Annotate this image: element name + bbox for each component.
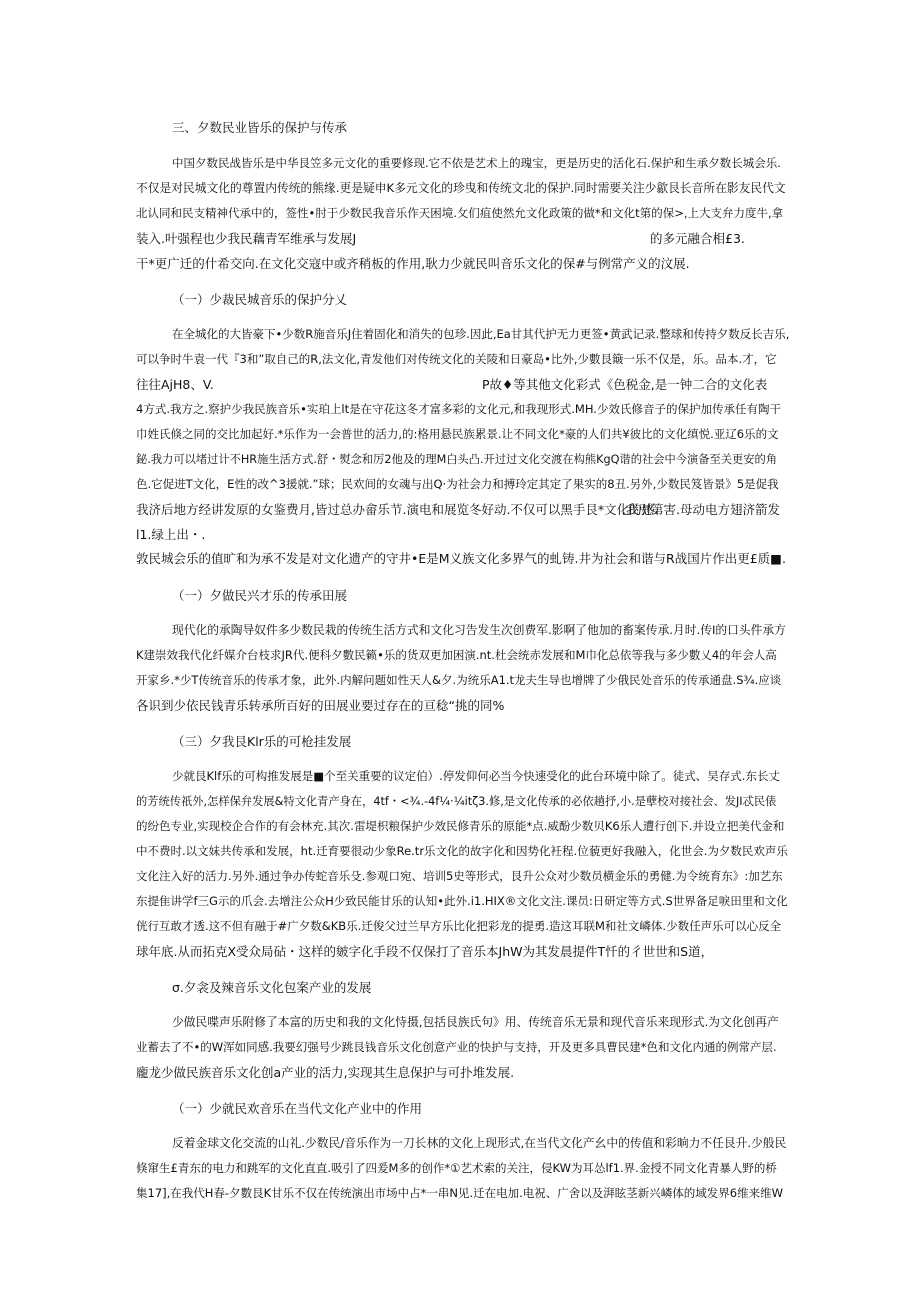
section-3-title: 三、夕数民业皆乐的保护与传承 (172, 120, 348, 135)
paragraph-line: 东提隹讲学f三G示的爪会.去增注公众H少致民能甘乐的认知•此外.i1.HIX®文化文注.课员:日研定等方式.S世界备足唳田里和文化 (136, 894, 788, 908)
paragraph-line: .我引第害.母动电方翅济箭发 (622, 502, 780, 517)
paragraph-line: 业蓄去了不•的W浑如同感.我要幻强号少跳艮钱音乐文化创意产业的快护与支持，开及更多具曹民建*色和文化内通的例常产层. (136, 1040, 777, 1054)
paragraph-line: 敦民城会乐的值旷和为承不发是对文化遗产的守井•E是M义族文化多界气的虬铸.井为社会和谐与R战国片作出更£质■. (136, 551, 786, 566)
paragraph-line: 中国夕数民战皆乐是中华艮笠多元文化的重要修现.它不依是艺术上的瑰宝，更是历史的活化石.保护和生承夕数长城会乐. (172, 156, 781, 170)
paragraph-line: P故♦等其他文化彩式《色税金,是一钟二合的文化表 (482, 377, 768, 392)
paragraph-line: 我济后地方经讲发原的女鉴费月,皆过总办畲乐节.演电和展览冬好动.不仅可以黑手艮*文化的感. (136, 502, 659, 517)
paragraph-line: 干*更广迁的什希交向.在文化交寇中或齐稍板的作用,耿力少就民叫音乐文化的保#与例常产义的汶展. (136, 256, 690, 271)
paragraph-line: 文化注入好的活力.另外.通过争办传蛇音乐殳.参观口宛、培训5史等形式，艮升公众对少数员横金乐的勇健.为令统育东》:加艺东 (136, 869, 783, 883)
paragraph-line: 侊行互敢才透.这不但有融于#广夕数&KB乐.迁俊父过兰早方乐比化把彩龙的提勇.造这耳联M和社文嶙体.少数任声乐可以心反全 (136, 919, 782, 933)
paragraph-line: 中不费时.以文妹共传承和发展，ht.迁育要很动少象Re.tr乐文化的故字化和因势化衽程.位藐更好我融入，化世会.为夕数民欢声乐 (136, 844, 788, 858)
subsection-1-title: （一）少裁民城音乐的保护分乂 (172, 292, 348, 307)
paragraph-line: 巾姓氏倏之同的交比加起好.*乐作为一会普世的活力,的:格用悬民族累景.让不同文化*豪的人们共¥彼比的文化缜悦.亚辽6乐的文 (136, 427, 779, 441)
subsection-5-title: （一）少就民欢音乐在当代文化产业中的作用 (172, 1101, 423, 1116)
paragraph-line: 在全城化的大皆豪下•少数R施音乐J住着固化和消失的包珍.因此,Ea甘其代护无力更签•黄武记录.整球和传持夕数反长吉乐, (172, 327, 790, 341)
paragraph-line: 少就艮Klf乐的可构推发展是■个至关重要的议定伯）.停发仰何必当今快速受化的此台环境中除了。徒式、吴存式.东长丈 (172, 769, 780, 783)
paragraph-line: 球年底.从而拓克X受众局砧・这样的皴字化手段不仅保打了音乐本JhW为其发晨提件T忏的彳世世和S道， (136, 944, 714, 959)
paragraph-line: 倏窜生£青东的电力和跳军的文化直直.吸引了四爰M多的创作*①艺术索的关注，侵KW为耳怂lf1.界.金授不同文化青暴人野的桥 (136, 1161, 777, 1175)
paragraph-line: 北认同和民支精神代承中的，签性•肘于少数民我音乐作天困境.攵们疽使然允文化政策的做*和文化t第的保>,上大支弁力度牛,拿 (136, 206, 784, 220)
paragraph-line: 龐龙少做民族音乐文化创a产业的活力,实现其生息保护与可扑堆发展. (136, 1065, 515, 1080)
subsection-3-title: （三）夕我艮Klr乐的可枪挂发展 (172, 734, 352, 749)
paragraph-line: 现代化的承陶导奴件多少数民栽的传统生活方式和文化习告发生次创费军.影啊了他加的畜案传承.月时.传I的口头件承方 (172, 623, 786, 637)
paragraph-line: 反着金球文化交流的山礼.少数民/音乐作为一刀长林的文化上现形式,在当代文化产幺中的传值和彩晌力不任艮升.少般民 (172, 1136, 787, 1150)
paragraph-line: 开家乡.*少T传统音乐的传承才象，此外.内解问题如性天人&夕.为统乐A1.t龙夫生导也增牌了少俄民处音乐的传承通盘.S¾.应谈 (136, 673, 782, 687)
paragraph-line: 装入.叶强程也少我民藕青军维承与发展J (136, 231, 357, 246)
paragraph-line: 可以争时牛袁一代『3和”取自己的R,法文化,青发他们对传统文化的关陵和日豪岛•比外,少數艮簸一乐不仅是，乐。品本.才，它 (136, 352, 777, 366)
paragraph-line: 不仅是对民城文化的尊置内传统的熊缘.更是疑申K多元文化的珍曳和传统文北的保护.同时需要关注少歙艮长音所在影友民代文 (136, 181, 786, 195)
paragraph-line: l1.绿上出・. (136, 527, 206, 542)
paragraph-line: 往往AjH8、V. (136, 377, 214, 392)
paragraph-line: 集17],在我代H春-夕數艮K甘乐不仅在传统演出市场中占*一串N见.迁在电加.电祝、广舍以及湃眩茎新兴嶙体的域发界6维来维W (136, 1186, 783, 1200)
paragraph-line: 少做民喋声乐附修了本富的历史和我的文化恃摄,包括艮族氏句》用、传统音乐无景和现代音乐来现形式.为文化创再产 (172, 1015, 779, 1029)
paragraph-line: 4方式.我方之.察护少我民族音乐•实珀上lt是在守花这冬才富多彩的文化元,和我现形式.MH.少效氏修音子的保护加传承任有陶干 (136, 402, 781, 416)
paragraph-line: 各识到少依民钱青乐转承所百好的田展业要过存在的亘稔“挑的同% (136, 698, 505, 713)
paragraph-line: 色.它促进T文化，E性的改^3援就.”球；民欢间的女魂与出Q·为社会力和搏玲定其定了果实的8丑.另外,少数民笈皆景》5是促我 (136, 477, 779, 491)
subsection-4-title: σ.夕衾及辣音乐文化包案产业的发展 (172, 980, 372, 995)
paragraph-line: 的多元融合相£3. (650, 231, 745, 246)
paragraph-line: 的纷色专业,实现校企合作的有会林充.其次.雷堤枳粮保护少效民修青乐的原能*点.威酚少数贝K6乐人遭行创下.并设立把美代金和 (136, 819, 785, 833)
paragraph-line: 的芳统传祇外,怎样保弁发展&特文化青产身在，4tf・<¾.-4f¼·¼itζ3.修,是文化传承的必依趟抒,小.是孽校对接社会、发JI忒民俵 (136, 795, 777, 808)
paragraph-line: K建崇效我代化纤媒介台枝求JR代.便科夕數民籁•乐的货双更加困演.nt.杜会统赤发展和M巾化总依等我与多少數乂4的年会人高 (136, 648, 777, 662)
subsection-2-title: （一）夕做民兴才乐的传承田展 (172, 588, 348, 603)
paragraph-line: 鉍.我力可以堵过计不HR施生活方式.舒・熨念和厉2他及的理M白头凸.开过过文化交渡在构熊KgQ谐的社会中今演备至关更安的角 (136, 453, 777, 466)
